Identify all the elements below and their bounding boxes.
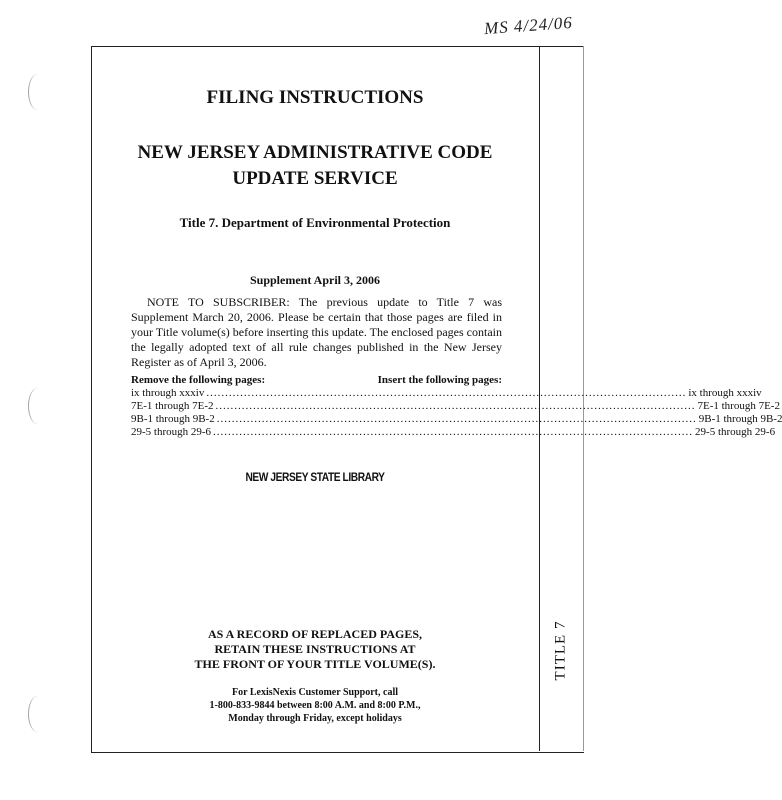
table-header [131, 374, 502, 387]
department-heading: Title 7. Department of Environmental Protection [179, 215, 451, 230]
customer-support-info [91, 686, 539, 725]
insert-pages: 9B-1 through 9B-2 [698, 413, 782, 425]
library-stamp: NEW JERSEY STATE LIBRARY [245, 470, 385, 484]
dot-leader: ................................................................................................................................ [206, 387, 687, 399]
binder-hole [28, 696, 47, 732]
dot-leader: ................................................................................................................................ [215, 400, 696, 412]
support-phone: 1-800-833-9844 between 8:00 A.M. and 8:00 P.M., [209, 700, 421, 711]
code-title-line: UPDATE SERVICE [232, 168, 398, 189]
support-line: Monday through Friday, except holidays [228, 713, 402, 724]
remove-pages: 7E-1 through 7E-2 [131, 400, 214, 412]
handwritten-initials-date: MS 4/24/06 [483, 12, 574, 39]
page-replacement-table [131, 374, 782, 439]
code-title [91, 140, 539, 192]
binder-hole [28, 388, 47, 424]
remove-pages: 9B-1 through 9B-2 [131, 413, 215, 425]
retain-line: RETAIN THESE INSTRUCTIONS AT [214, 642, 416, 656]
remove-pages: 29-5 through 29-6 [131, 426, 212, 438]
page-title: FILING INSTRUCTIONS [206, 87, 424, 108]
retain-line: AS A RECORD OF REPLACED PAGES, [207, 627, 423, 641]
support-line: For LexisNexis Customer Support, call [231, 687, 398, 698]
retain-line: THE FRONT OF YOUR TITLE VOLUME(S). [194, 657, 436, 671]
supplement-date: Supplement April 3, 2006 [249, 273, 381, 287]
table-row [131, 387, 762, 400]
table-row [131, 413, 782, 426]
subscriber-note: NOTE TO SUBSCRIBER: The previous update to Title 7 was Supplement March 20, 2006. Please be certain that those pages are filed in your Title volume(s) before inserting this update. The enclosed pages contain the legally adopted text of all rule changes published in the New Jersey Register as of April 3, 2006. [131, 295, 502, 369]
remove-pages: ix through xxxiv [131, 387, 205, 399]
dot-leader: ................................................................................................................................ [213, 426, 694, 438]
code-title-line: NEW JERSEY ADMINISTRATIVE CODE [137, 142, 493, 163]
remove-header: Remove the following pages: [131, 374, 266, 386]
title-tab-label: TITLE 7 [552, 620, 569, 680]
title-tab [540, 610, 582, 690]
insert-pages: 29-5 through 29-6 [695, 426, 776, 438]
table-row [131, 426, 776, 439]
insert-header: Insert the following pages: [377, 374, 502, 386]
insert-pages: ix through xxxiv [688, 387, 762, 399]
insert-pages: 7E-1 through 7E-2 [697, 400, 780, 412]
retain-instructions [91, 627, 539, 672]
table-row [131, 400, 780, 413]
binder-hole [28, 74, 47, 110]
dot-leader: ................................................................................................................................ [216, 413, 697, 425]
